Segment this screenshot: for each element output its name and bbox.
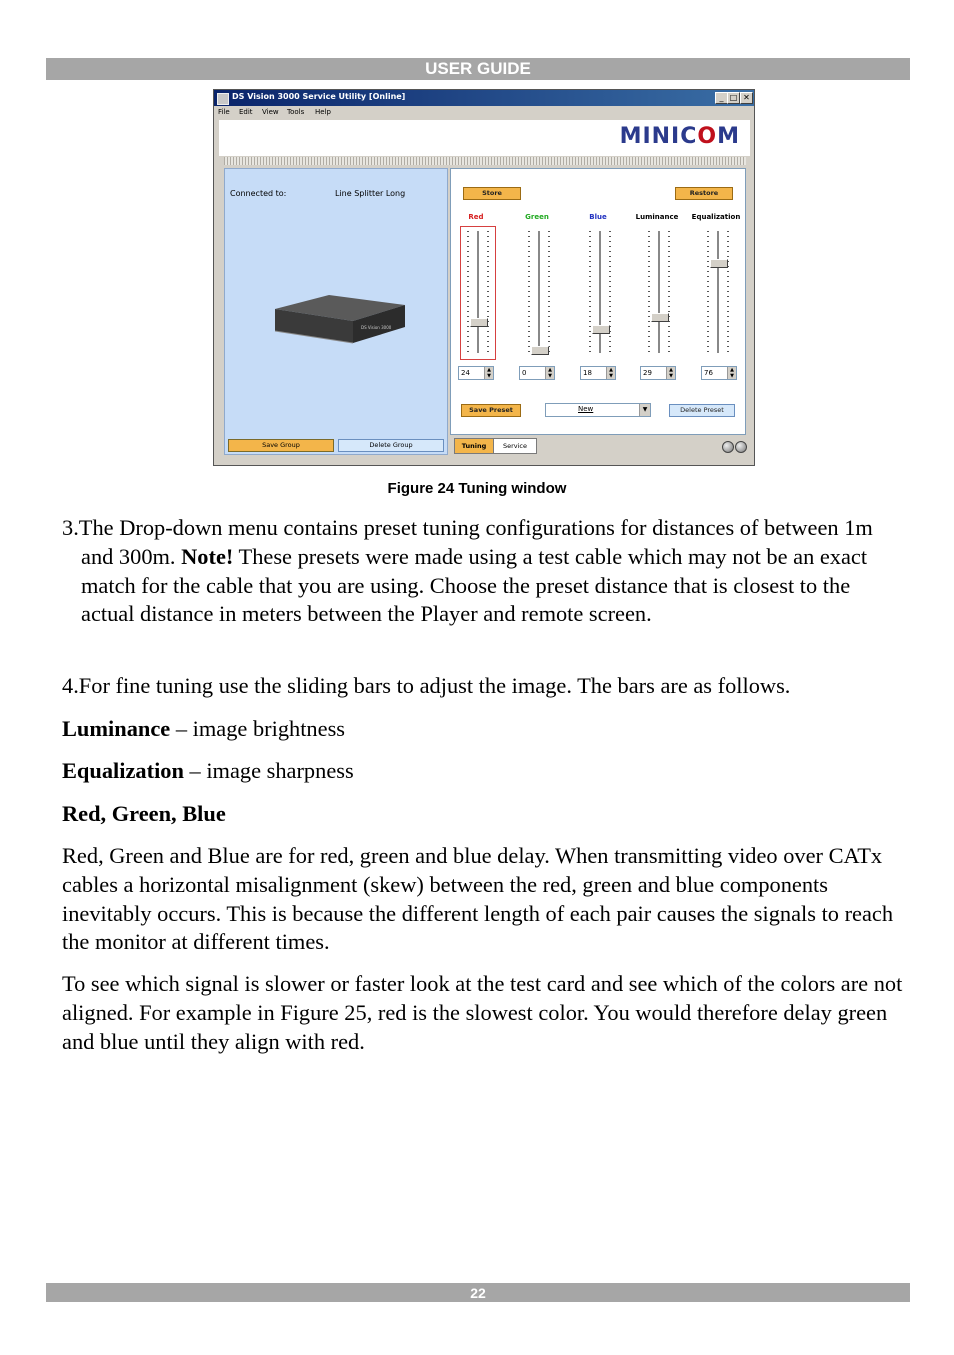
tab-tuning[interactable]: Tuning bbox=[454, 438, 494, 454]
equalization-definition: Equalization – image sharpness bbox=[62, 758, 354, 783]
blue-value-stepper[interactable]: 18 ▲ ▼ bbox=[580, 366, 616, 380]
signal-paragraph: To see which signal is slower or faster look at the test card and see which of the colors are not aligned. For example in Figure 25, red is the slowest color. You would therefore delay green and blue until they align with red. bbox=[62, 971, 903, 1054]
green-slider[interactable] bbox=[522, 227, 556, 359]
device-label: DS Vision 3000 bbox=[361, 325, 392, 330]
device-image bbox=[269, 293, 407, 345]
slider-label-green: Green bbox=[525, 213, 549, 221]
window-titlebar bbox=[214, 90, 754, 106]
blue-slider-thumb[interactable] bbox=[592, 325, 610, 334]
tuning-panel bbox=[450, 168, 746, 435]
chevron-down-icon[interactable]: ▼ bbox=[639, 404, 650, 416]
app-icon bbox=[217, 93, 229, 105]
luminance-slider-thumb[interactable] bbox=[651, 313, 669, 322]
slider-label-blue: Blue bbox=[589, 213, 607, 221]
page-number: 22 bbox=[46, 1283, 910, 1302]
maximize-button[interactable]: □ bbox=[727, 92, 740, 104]
equalization-value-stepper[interactable]: 76 ▲ ▼ bbox=[701, 366, 737, 380]
save-preset-button[interactable]: Save Preset bbox=[461, 404, 521, 417]
list-item-3: 3.The Drop-down menu contains preset tuning configurations for distances of between 1m and 300m. Note! These presets were made using a test cable which may not be an exact match for the cable that you are using. Choose the preset distance that is closest to the actual distance in meters between the Player and remote screen. bbox=[62, 515, 873, 627]
green-slider-thumb[interactable] bbox=[531, 346, 549, 355]
save-group-button[interactable]: Save Group bbox=[228, 439, 334, 452]
page-header: USER GUIDE bbox=[46, 58, 910, 80]
tab-service[interactable]: Service bbox=[493, 438, 537, 454]
minimize-button[interactable]: _ bbox=[715, 92, 728, 104]
list-item-4: 4.For fine tuning use the sliding bars to adjust the image. The bars are as follows. bbox=[62, 673, 791, 698]
connection-panel bbox=[224, 168, 448, 455]
menu-edit[interactable]: Edit bbox=[239, 108, 253, 116]
preset-dropdown[interactable] bbox=[545, 403, 651, 417]
equalization-slider[interactable] bbox=[701, 227, 735, 359]
status-light-icon bbox=[735, 441, 747, 453]
menu-help[interactable]: Help bbox=[315, 108, 331, 116]
red-slider-thumb[interactable] bbox=[470, 318, 488, 327]
luminance-value-stepper[interactable]: 29 ▲ ▼ bbox=[640, 366, 676, 380]
blue-slider[interactable] bbox=[583, 227, 617, 359]
close-button[interactable]: ✕ bbox=[740, 92, 753, 104]
green-value-stepper[interactable]: 0 ▲ ▼ bbox=[519, 366, 555, 380]
menu-tools[interactable]: Tools bbox=[287, 108, 305, 116]
menu-bar bbox=[214, 107, 754, 119]
connected-label: Connected to: bbox=[230, 189, 287, 198]
minicom-logo: MINICOM bbox=[619, 124, 740, 149]
restore-button[interactable]: Restore bbox=[675, 187, 733, 200]
figure-caption: Figure 24 Tuning window bbox=[387, 480, 567, 497]
red-value-stepper[interactable]: 24 ▲ ▼ bbox=[458, 366, 494, 380]
slider-label-red: Red bbox=[468, 213, 484, 221]
red-slider[interactable] bbox=[461, 227, 495, 359]
luminance-slider[interactable] bbox=[642, 227, 676, 359]
preset-dropdown-value: New bbox=[578, 405, 594, 413]
delete-group-button[interactable]: Delete Group bbox=[338, 439, 444, 452]
connected-value: Line Splitter Long bbox=[335, 189, 406, 198]
rgb-paragraph: Red, Green and Blue are for red, green and blue delay. When transmitting video over CATx cables a horizontal misalignment (skew) between the red, green and blue components inevitably occurs. This is because the different length of each pair causes the signals to reach the monitor at different times. bbox=[62, 843, 894, 955]
menu-view[interactable]: View bbox=[262, 108, 279, 116]
store-button[interactable]: Store bbox=[463, 187, 521, 200]
status-light-icon bbox=[722, 441, 734, 453]
tuning-window-screenshot bbox=[213, 89, 755, 466]
luminance-definition: Luminance – image brightness bbox=[62, 716, 345, 741]
slider-label-luminance: Luminance bbox=[635, 213, 679, 221]
delete-preset-button[interactable]: Delete Preset bbox=[669, 404, 735, 417]
equalization-slider-thumb[interactable] bbox=[710, 259, 728, 268]
divider bbox=[224, 157, 746, 165]
rgb-heading: Red, Green, Blue bbox=[62, 801, 226, 826]
slider-label-equalization: Equalization bbox=[691, 213, 741, 221]
menu-file[interactable]: File bbox=[218, 108, 230, 116]
brand-banner bbox=[219, 120, 750, 156]
window-title: DS Vision 3000 Service Utility [Online] bbox=[232, 92, 406, 101]
